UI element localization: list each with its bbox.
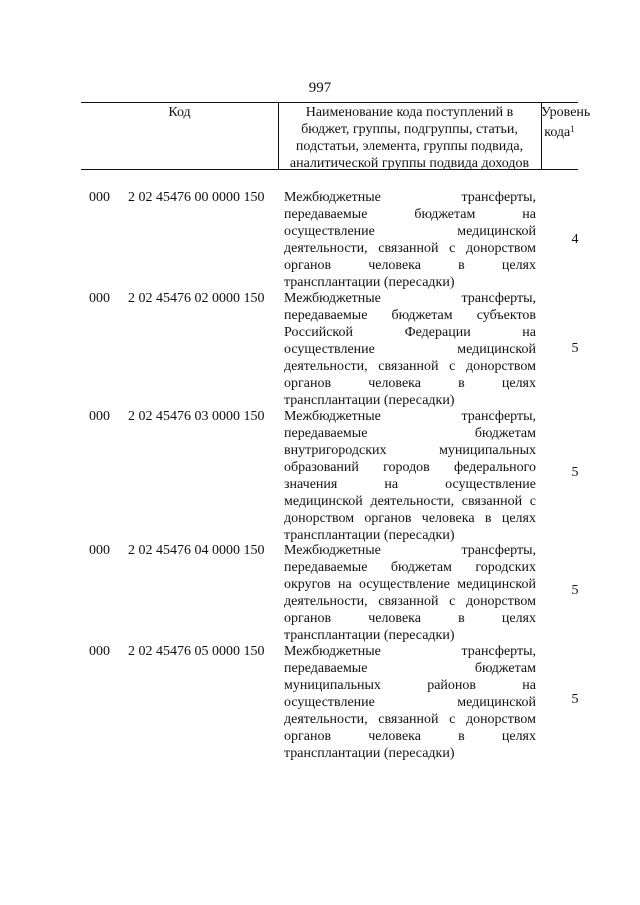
name-line: деятельности, связанной с донорством [284,241,536,256]
name-line: образований городов федерального [284,460,536,475]
code-level: 4 [571,232,579,247]
name-line: трансплантации (пересадки) [284,393,455,408]
name-line: передаваемые бюджетам [284,661,536,676]
name-line: Межбюджетные трансферты, [284,291,536,306]
revenue-code: 2 02 45476 00 0000 150 [128,190,265,205]
name-line: Российской Федерации на [284,325,536,340]
name-line: округов на осуществление медицинской [284,577,536,592]
page-number: 997 [308,80,332,96]
revenue-code: 2 02 45476 04 0000 150 [128,543,265,558]
name-line: Межбюджетные трансферты, [284,543,536,558]
admin-code: 000 [89,409,110,424]
revenue-name [284,189,536,291]
name-line: Межбюджетные трансферты, [284,409,536,424]
name-line: передаваемые бюджетам на [284,207,536,222]
name-line: передаваемые бюджетам субъектов [284,308,536,323]
name-line: осуществление медицинской [284,695,536,710]
name-line: осуществление медицинской [284,342,536,357]
name-line: трансплантации (пересадки) [284,628,455,643]
name-line: трансплантации (пересадки) [284,275,455,290]
header-level-line: Уровень [541,105,591,120]
header-name-line: подстатьи, элемента, группы подвида, [295,139,524,154]
revenue-name [284,542,536,644]
revenue-code: 2 02 45476 02 0000 150 [128,291,265,306]
name-line: трансплантации (пересадки) [284,528,455,543]
revenue-name [284,290,536,409]
revenue-name [284,643,536,762]
header-top-border [81,102,578,103]
header-code: Код [168,105,191,120]
header-level-line [541,121,578,141]
name-line: Межбюджетные трансферты, [284,190,536,205]
name-line: осуществление медицинской [284,224,536,239]
name-line: деятельности, связанной с донорством [284,359,536,374]
name-line: Межбюджетные трансферты, [284,644,536,659]
code-level: 5 [571,465,579,480]
name-line: органов человека в целях [284,376,536,391]
code-level: 5 [571,583,579,598]
header-name-line: аналитической группы подвида доходов [289,156,530,171]
revenue-name [284,408,536,544]
revenue-code: 2 02 45476 05 0000 150 [128,644,265,659]
header-level [541,104,591,141]
code-level: 5 [571,341,579,356]
header-name-line: Наименование кода поступлений в [305,105,514,120]
name-line: муниципальных районов на [284,678,536,693]
name-line: медицинской деятельности, связанной с [284,494,536,509]
header-level-text: кода [544,125,571,140]
admin-code: 000 [89,190,110,205]
name-line: передаваемые бюджетам городских [284,560,536,575]
name-line: трансплантации (пересадки) [284,746,455,761]
admin-code: 000 [89,543,110,558]
admin-code: 000 [89,291,110,306]
name-line: органов человека в целях [284,611,536,626]
admin-code: 000 [89,644,110,659]
name-line: передаваемые бюджетам [284,426,536,441]
header-name [278,104,541,172]
revenue-code: 2 02 45476 03 0000 150 [128,409,265,424]
header-name-line: бюджет, группы, подгруппы, статьи, [301,122,518,137]
name-line: органов человека в целях [284,729,536,744]
name-line: органов человека в целях [284,258,536,273]
name-line: донорством органов человека в целях [284,511,536,526]
code-level: 5 [571,692,579,707]
name-line: деятельности, связанной с донорством [284,712,536,727]
table-header [81,102,591,171]
name-line: деятельности, связанной с донорством [284,594,536,609]
footnote-marker: 1 [570,124,575,134]
name-line: внутригородских муниципальных [284,443,536,458]
name-line: значения на осуществление [284,477,536,492]
